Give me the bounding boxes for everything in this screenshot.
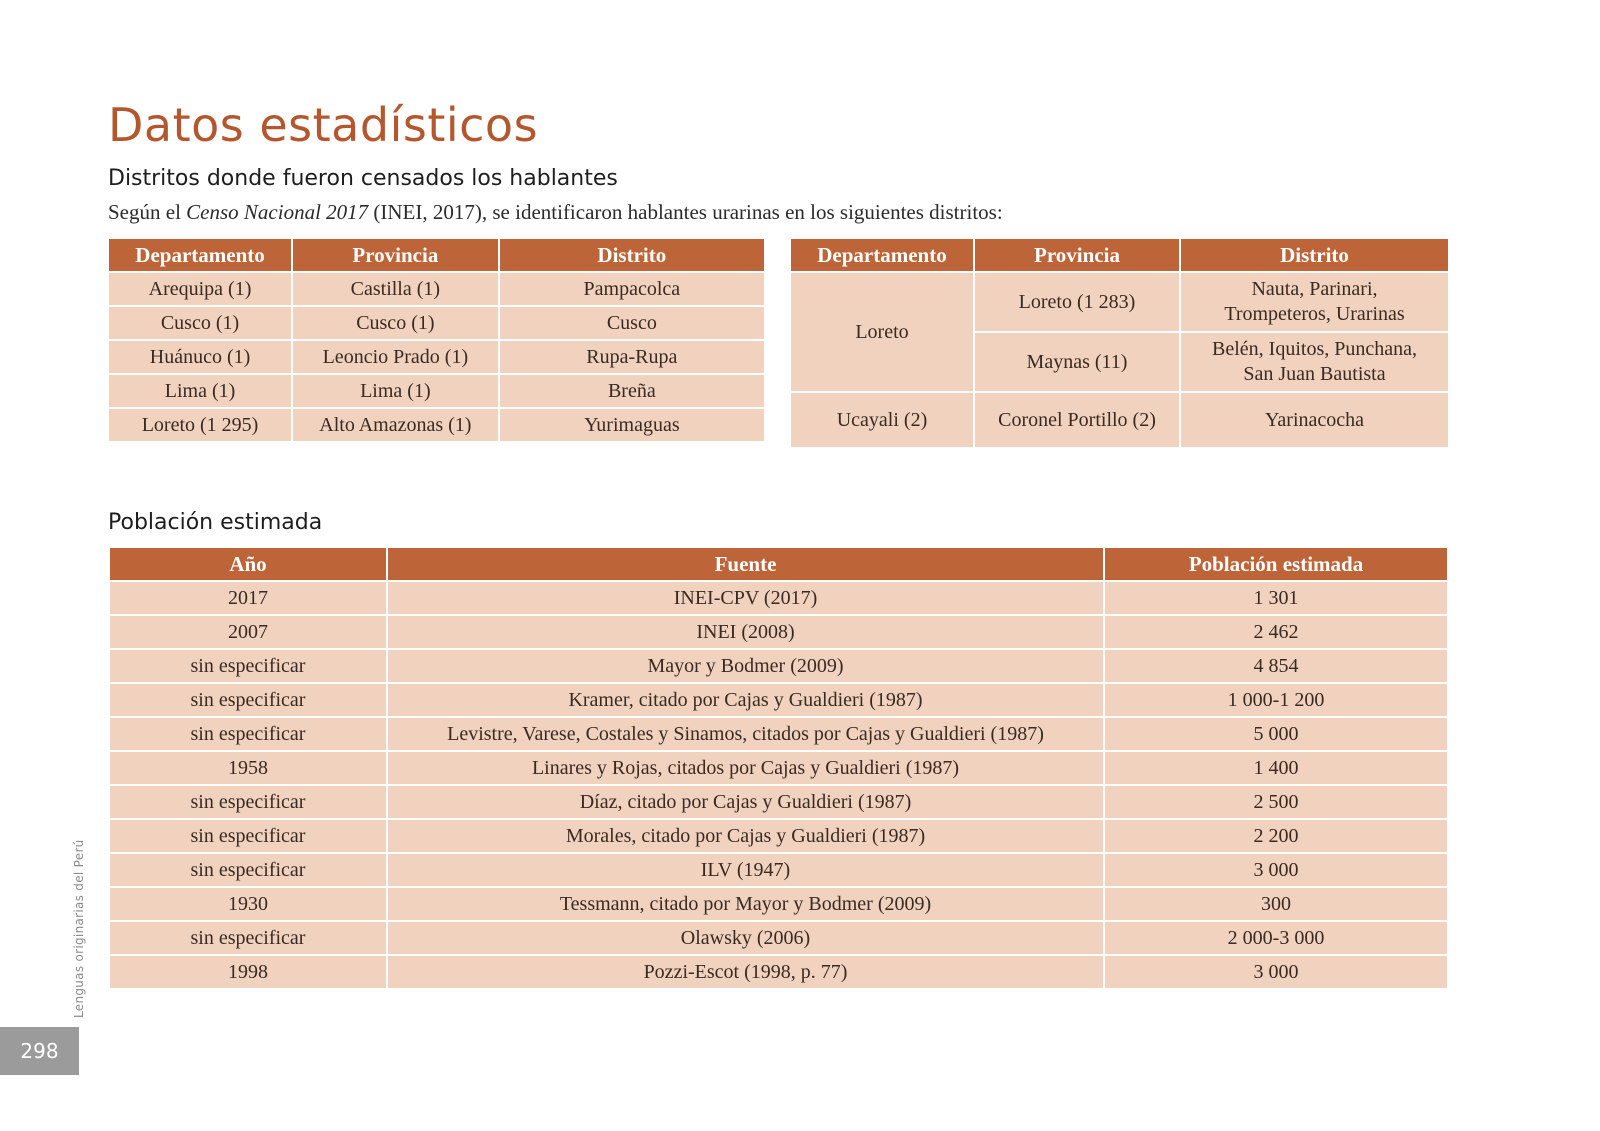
table-row [109, 581, 1448, 615]
districts-table-right [789, 237, 1450, 449]
cell-provincia: Cusco (1) [292, 306, 499, 340]
header-poblacion: Población estimada [1104, 547, 1448, 581]
header-departamento: Departamento [790, 238, 974, 272]
district-line: Trompeteros, Urarinas [1224, 303, 1405, 325]
table-row [108, 374, 765, 408]
cell-ano: 2017 [109, 581, 387, 615]
table-row [109, 887, 1448, 921]
cell-fuente: ILV (1947) [387, 853, 1104, 887]
cell-distrito: Yarinacocha [1180, 392, 1449, 448]
header-fuente: Fuente [387, 547, 1104, 581]
cell-ano: sin especificar [109, 853, 387, 887]
district-line: Nauta, Parinari, [1251, 278, 1378, 300]
cell-provincia: Lima (1) [292, 374, 499, 408]
cell-ano: sin especificar [109, 921, 387, 955]
cell-provincia: Loreto (1 283) [974, 272, 1180, 332]
page-title: Datos estadísticos [108, 98, 539, 152]
header-ano: Año [109, 547, 387, 581]
table-row [108, 272, 765, 306]
cell-fuente: INEI (2008) [387, 615, 1104, 649]
cell-distrito: Pampacolca [499, 272, 765, 306]
header-departamento: Departamento [108, 238, 292, 272]
cell-provincia: Maynas (11) [974, 332, 1180, 392]
cell-ano: 1998 [109, 955, 387, 989]
table-row [108, 306, 765, 340]
district-line: Belén, Iquitos, Punchana, [1212, 338, 1417, 360]
cell-poblacion: 5 000 [1104, 717, 1448, 751]
cell-distrito: Cusco [499, 306, 765, 340]
table-row [109, 751, 1448, 785]
cell-poblacion: 1 301 [1104, 581, 1448, 615]
header-provincia: Provincia [292, 238, 499, 272]
cell-ano: 1930 [109, 887, 387, 921]
cell-poblacion: 2 200 [1104, 819, 1448, 853]
cell-poblacion: 300 [1104, 887, 1448, 921]
cell-distrito [1180, 332, 1449, 392]
cell-poblacion: 1 400 [1104, 751, 1448, 785]
cell-ano: sin especificar [109, 683, 387, 717]
table-row [109, 683, 1448, 717]
cell-departamento: Arequipa (1) [108, 272, 292, 306]
cell-fuente: Morales, citado por Cajas y Gualdieri (1987) [387, 819, 1104, 853]
table-row [109, 785, 1448, 819]
cell-ano: sin especificar [109, 819, 387, 853]
table-row [109, 615, 1448, 649]
cell-fuente: Pozzi-Escot (1998, p. 77) [387, 955, 1104, 989]
cell-departamento: Ucayali (2) [790, 392, 974, 448]
cell-ano: sin especificar [109, 785, 387, 819]
cell-fuente: Linares y Rojas, citados por Cajas y Gualdieri (1987) [387, 751, 1104, 785]
header-provincia: Provincia [974, 238, 1180, 272]
page-number: 298 [0, 1027, 79, 1075]
cell-poblacion: 3 000 [1104, 853, 1448, 887]
book-title-vertical: Lenguas originarias del Perú [72, 839, 86, 1018]
cell-poblacion: 2 462 [1104, 615, 1448, 649]
district-line: San Juan Bautista [1243, 363, 1386, 385]
table-row [109, 955, 1448, 989]
table-row [109, 649, 1448, 683]
table-row [108, 408, 765, 442]
table-row [109, 853, 1448, 887]
table-row [109, 921, 1448, 955]
cell-ano: 1958 [109, 751, 387, 785]
cell-departamento-loreto: Loreto [790, 272, 974, 392]
cell-poblacion: 3 000 [1104, 955, 1448, 989]
intro-census-name: Censo Nacional 2017 [186, 200, 369, 224]
cell-fuente: Díaz, citado por Cajas y Gualdieri (1987) [387, 785, 1104, 819]
cell-poblacion: 2 000-3 000 [1104, 921, 1448, 955]
table-row [108, 340, 765, 374]
cell-ano: 2007 [109, 615, 387, 649]
cell-fuente: Kramer, citado por Cajas y Gualdieri (1987) [387, 683, 1104, 717]
cell-ano: sin especificar [109, 717, 387, 751]
cell-poblacion: 4 854 [1104, 649, 1448, 683]
districts-heading: Distritos donde fueron censados los hablantes [108, 166, 618, 191]
cell-ano: sin especificar [109, 649, 387, 683]
table-header-row [108, 238, 765, 272]
table-row [790, 392, 1449, 448]
intro-after: (INEI, 2017), se identificaron hablantes urarinas en los siguientes distritos: [368, 200, 1003, 224]
header-distrito: Distrito [1180, 238, 1449, 272]
table-row [109, 717, 1448, 751]
cell-fuente: Mayor y Bodmer (2009) [387, 649, 1104, 683]
cell-fuente: INEI-CPV (2017) [387, 581, 1104, 615]
cell-poblacion: 1 000-1 200 [1104, 683, 1448, 717]
cell-distrito: Yurimaguas [499, 408, 765, 442]
population-table [108, 546, 1449, 990]
cell-provincia: Castilla (1) [292, 272, 499, 306]
cell-distrito [1180, 272, 1449, 332]
intro-before: Según el [108, 200, 187, 224]
cell-poblacion: 2 500 [1104, 785, 1448, 819]
cell-distrito: Rupa-Rupa [499, 340, 765, 374]
table-header-row [790, 238, 1449, 272]
cell-provincia: Leoncio Prado (1) [292, 340, 499, 374]
table-header-row [109, 547, 1448, 581]
cell-departamento: Huánuco (1) [108, 340, 292, 374]
cell-provincia: Coronel Portillo (2) [974, 392, 1180, 448]
cell-departamento: Loreto (1 295) [108, 408, 292, 442]
cell-distrito: Breña [499, 374, 765, 408]
cell-fuente: Levistre, Varese, Costales y Sinamos, citados por Cajas y Gualdieri (1987) [387, 717, 1104, 751]
table-row [109, 819, 1448, 853]
cell-fuente: Olawsky (2006) [387, 921, 1104, 955]
header-distrito: Distrito [499, 238, 765, 272]
districts-table-left [107, 237, 766, 443]
cell-departamento: Cusco (1) [108, 306, 292, 340]
cell-provincia: Alto Amazonas (1) [292, 408, 499, 442]
population-heading: Población estimada [108, 510, 323, 535]
cell-fuente: Tessmann, citado por Mayor y Bodmer (2009) [387, 887, 1104, 921]
table-row [790, 272, 1449, 332]
cell-departamento: Lima (1) [108, 374, 292, 408]
intro-text [108, 200, 1003, 225]
